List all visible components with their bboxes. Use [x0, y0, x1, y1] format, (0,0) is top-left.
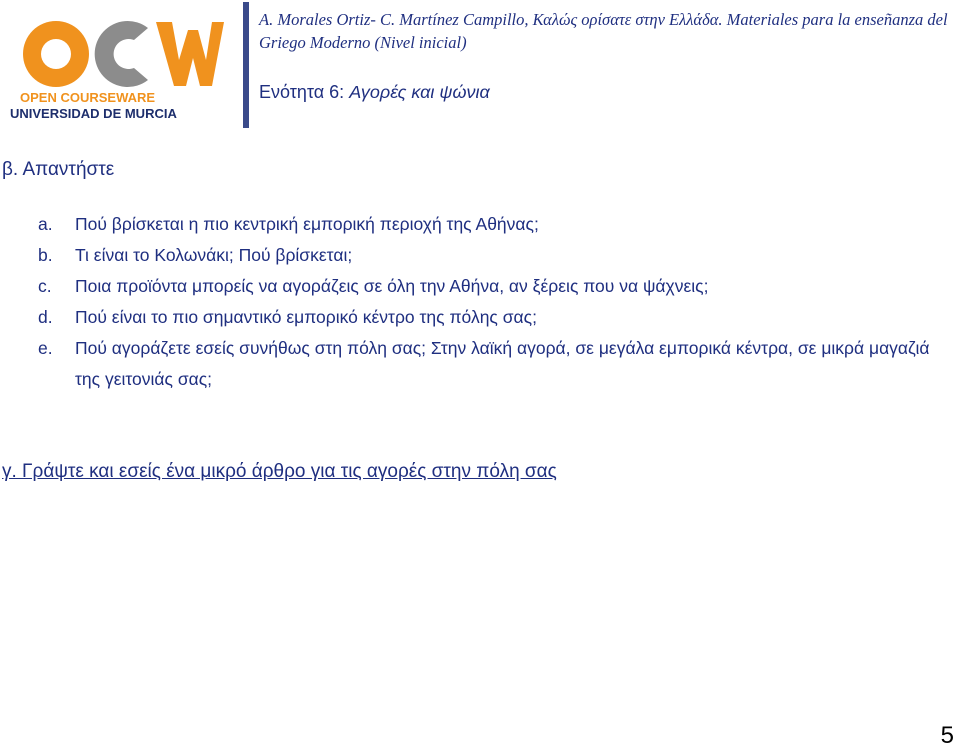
logo-letter-w	[156, 22, 224, 86]
section-b-heading: β. Απαντήστε	[2, 159, 115, 180]
list-item	[38, 271, 938, 302]
logo-line1: OPEN COURSEWARE	[20, 90, 156, 105]
page-number: 5	[940, 722, 954, 749]
list-item	[38, 240, 938, 271]
question-text: Ποια προϊόντα μπορείς να αγοράζεις σε όλη την Αθήνα, αν ξέρεις που να ψάχνεις;	[75, 276, 709, 296]
list-marker: e.	[38, 338, 53, 358]
section-c-heading: γ. Γράψτε και εσείς ένα μικρό άρθρο για τις αγορές στην πόλη σας	[2, 461, 557, 482]
unit-heading	[259, 82, 490, 103]
logo-letter-c	[95, 21, 148, 87]
ocw-logo	[6, 10, 224, 122]
list-item	[38, 333, 938, 395]
ocw-logo-graphic	[6, 10, 224, 122]
question-list	[38, 209, 938, 395]
list-marker: b.	[38, 245, 53, 265]
list-item	[38, 209, 938, 240]
list-marker: a.	[38, 214, 53, 234]
question-text: Πού αγοράζετε εσείς συνήθως στη πόλη σας; Στην λαϊκή αγορά, σε μεγάλα εμπορικά κέντρα, σε μικρά μαγαζιά της γειτονιάς σας;	[75, 338, 930, 389]
list-marker: c.	[38, 276, 52, 296]
unit-prefix: Ενότητα 6:	[259, 82, 345, 102]
logo-line2: UNIVERSIDAD DE MURCIA	[10, 106, 177, 121]
question-text: Πού βρίσκεται η πιο κεντρική εμπορική περιοχή της Αθήνας;	[75, 214, 539, 234]
list-marker: d.	[38, 307, 53, 327]
header-divider	[243, 2, 249, 128]
list-item	[38, 302, 938, 333]
unit-topic: Αγορές και ψώνια	[349, 82, 490, 102]
question-text: Τι είναι το Κολωνάκι; Πού βρίσκεται;	[75, 245, 353, 265]
question-text: Πού είναι το πιο σημαντικό εμπορικό κέντρο της πόλης σας;	[75, 307, 537, 327]
document-title: A. Morales Ortiz- C. Martínez Campillo, Καλώς ορίσατε στην Ελλάδα. Materiales para la enseñanza del Griego Moderno (Nivel inicial)	[259, 10, 948, 52]
